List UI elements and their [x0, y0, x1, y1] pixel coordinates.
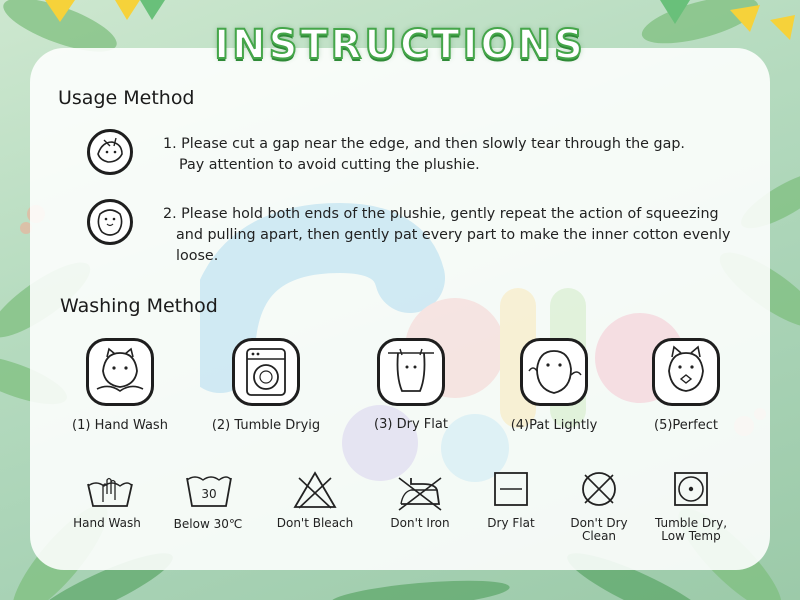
- pat-lightly-icon: [520, 338, 588, 406]
- usage-step-2-line-3: loose.: [176, 248, 219, 264]
- usage-step-2-line-1: 2. Please hold both ends of the plushie, gently repeat the action of squeezing: [163, 206, 719, 222]
- hand-wash-symbol-label: Hand Wash: [73, 516, 141, 530]
- wash-step-2-label: (2) Tumble Dryig: [211, 418, 321, 433]
- dry-flat-symbol-label: Dry Flat: [487, 516, 535, 530]
- tumble-dry-label-line-2: Low Temp: [661, 529, 721, 543]
- no-dry-clean-symbol-icon: [574, 470, 624, 510]
- wash-30-symbol-label: Below 30℃: [173, 517, 243, 531]
- no-iron-symbol-icon: [395, 472, 445, 512]
- tear-plushie-icon: [87, 129, 133, 175]
- washing-method-heading: Washing Method: [60, 295, 218, 317]
- perfect-cat-icon: [652, 338, 720, 406]
- tumble-dry-label-line-1: Tumble Dry,: [654, 516, 728, 530]
- tumble-dry-low-symbol-icon: [666, 470, 716, 510]
- wash-step-4-label: (4)Pat Lightly: [510, 418, 598, 433]
- wash-step-5-label: (5)Perfect: [654, 418, 718, 433]
- dry-flat-symbol-icon: [486, 470, 536, 510]
- usage-step-1-line-2: Pay attention to avoid cutting the plushie.: [179, 157, 480, 173]
- usage-method-heading: Usage Method: [58, 87, 195, 109]
- hand-wash-cat-icon: [86, 338, 154, 406]
- no-dry-clean-label-line-1: Don't Dry: [570, 516, 628, 530]
- squeeze-plushie-icon: [87, 199, 133, 245]
- wash-step-3-label: (3) Dry Flat: [374, 417, 448, 432]
- wash-temperature-number: 30: [201, 487, 217, 501]
- usage-step-2-line-2: and pulling apart, then gently pat every part to make the inner cotton evenly: [176, 227, 731, 243]
- no-bleach-symbol-icon: [290, 470, 340, 510]
- washing-machine-icon: [232, 338, 300, 406]
- wash-step-1-label: (1) Hand Wash: [72, 418, 168, 433]
- dry-flat-hanging-icon: [377, 338, 445, 406]
- hand-wash-symbol-icon: [85, 472, 135, 512]
- no-bleach-symbol-label: Don't Bleach: [276, 516, 354, 530]
- usage-step-1-line-1: 1. Please cut a gap near the edge, and then slowly tear through the gap.: [163, 136, 685, 152]
- page-title: INSTRUCTIONS: [214, 22, 586, 68]
- wash-30-symbol-icon: [184, 472, 234, 512]
- no-iron-symbol-label: Don't Iron: [390, 516, 450, 530]
- no-dry-clean-label-line-2: Clean: [581, 529, 617, 543]
